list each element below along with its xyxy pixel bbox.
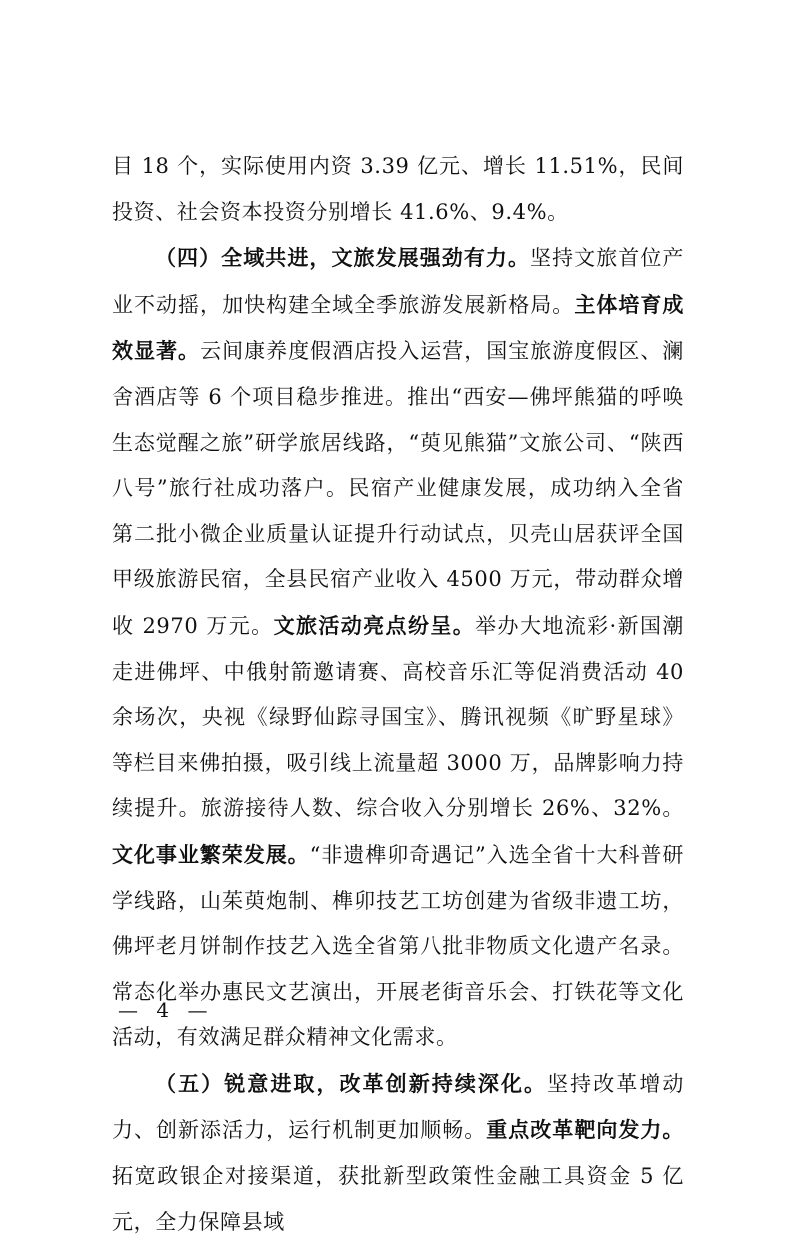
paragraph-text: 坚持改革增动力、创新添活力，运行机制更加顺畅。 [112, 1071, 684, 1143]
bold-heading-text: 主体培育成效显著。 [112, 291, 684, 364]
bold-heading-text: （四）全域共进，文旅发展强劲有力。 [155, 245, 531, 271]
page-number: — 4 — [118, 998, 214, 1022]
paragraph-text: 目 18 个，实际使用内资 3.39 亿元、增长 11.51%，民间投资、社会资本投资分别增长 41.6%、9.4%。 [112, 154, 684, 224]
body-paragraph [112, 235, 684, 1061]
paragraph-text: 坚持文旅首位产业不动摇，加快构建全域全季旅游发展新格局。 [112, 246, 684, 317]
bold-heading-text: 重点改革靶向发力。 [486, 1117, 684, 1143]
bold-heading-text: 文旅活动亮点纷呈。 [273, 612, 476, 638]
document-body [112, 144, 684, 1245]
bold-heading-text: （五）锐意进取，改革创新持续深化。 [155, 1070, 548, 1096]
bold-heading-text: 文化事业繁荣发展。 [112, 841, 310, 867]
paragraph-text: 拓宽政银企对接渠道，获批新型政策性金融工具资金 5 亿元，全力保障县域 [112, 1164, 684, 1234]
paragraph-text: 云间康养度假酒店投入运营，国宝旅游度假区、澜舍酒店等 6 个项目稳步推进。推出“西安—佛坪熊猫的呼唤生态觉醒之旅”研学旅居线路，“萸见熊猫”文旅公司、“陕西八号”旅行社成功落户。民宿产业健康发展，成功纳入全省第二批小微企业质量认证提升行动试点，贝壳山居获评全国甲级旅游民宿，全县民宿产业收入 4500 万元，带动群众增收 2970 万元。 [112, 339, 684, 638]
body-paragraph [112, 144, 684, 235]
paragraph-text: “非遗榫卯奇遇记”入选全省十大科普研学线路，山茱萸炮制、榫卯技艺工坊创建为省级非遗工坊，佛坪老月饼制作技艺入选全省第八批非物质文化遗产名录。常态化举办惠民文艺演出，开展老街音乐会、打铁花等文化活动，有效满足群众精神文化需求。 [112, 842, 684, 1050]
body-paragraph [112, 1061, 684, 1245]
paragraph-text: 举办大地流彩·新国潮走进佛坪、中俄射箭邀请赛、高校音乐汇等促消费活动 40 余场次，央视《绿野仙踪寻国宝》、腾讯视频《旷野星球》等栏目来佛拍摄，吸引线上流量超 3000 万，品牌影响力持续提升。旅游接待人数、综合收入分别增长 26%、32%。 [112, 613, 684, 821]
